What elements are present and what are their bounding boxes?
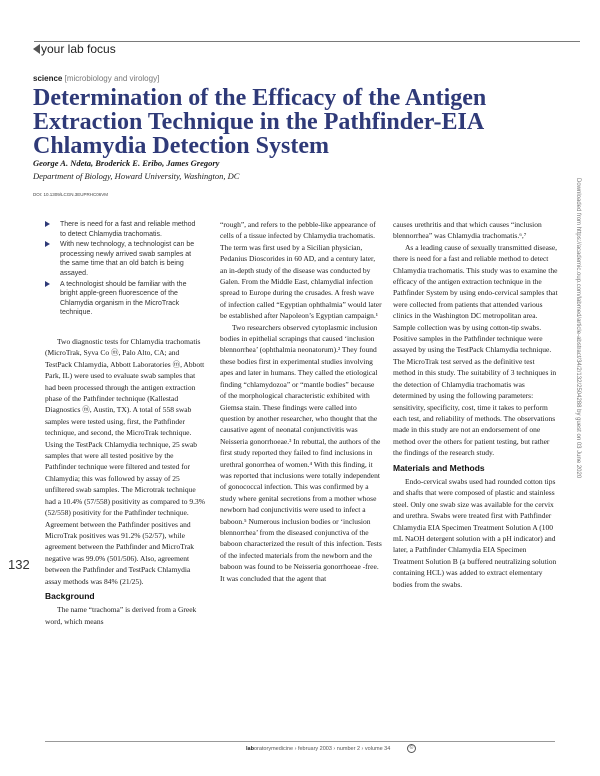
- affiliation: Department of Biology, Howard University, Washington, DC: [33, 171, 240, 181]
- copyright-icon: ©: [407, 744, 416, 753]
- methods-heading: Materials and Methods: [393, 462, 485, 473]
- key-point: A technologist should be familiar with the bright apple-green fluorescence of the Chlamydia organism in the MicroTrack technique.: [45, 280, 197, 318]
- section-label: [33, 74, 159, 83]
- body-paragraph: “rough”, and refers to the pebble-like appearance of cells of a tissue infected by Chlamydia trachomatis. The term was first used by a Sicilian physician, Pedanius Dioscorides in 60 AD, and a century later, an in-depth study of the disease was conducted by Galen. From the Middle East, chlamydial infection spread to Europe during the crusades. A fresh wave of infection called “Egyptian ophthalmia” would later be established after Napoleon’s Egyptian campaign.¹: [220, 220, 382, 321]
- bullet-triangle-icon: [45, 221, 50, 227]
- article-title: Determination of the Efficacy of the Antigen Extraction Technique in the Pathfinder-EIA Chlamydia Detection System: [33, 85, 487, 159]
- focus-label: your lab focus: [41, 42, 116, 56]
- doi: DOI: 10.1309/LCGN.3EUPRHC06VM: [33, 192, 109, 197]
- left-arrow-icon: [33, 44, 40, 54]
- background-paragraph: The name “trachoma” is derived from a Greek word, which means: [45, 605, 197, 626]
- authors: George A. Ndeta, Broderick E. Eribo, James Gregory: [33, 158, 220, 168]
- column-3: [393, 219, 558, 590]
- section-subcategory: [microbiology and virology]: [64, 74, 160, 83]
- header-rule: [34, 41, 580, 42]
- footer-brand: lab: [246, 746, 254, 752]
- bullet-triangle-icon: [45, 241, 50, 247]
- footer-rule: [45, 741, 555, 742]
- footer-text: [246, 746, 390, 752]
- bullet-triangle-icon: [45, 281, 50, 287]
- key-point: With new technology, a technologist can be processing newly arrived swab samples at the same time that an old batch is being assayed.: [45, 240, 197, 278]
- download-note: Downloaded from https://academic.oup.com/labmed/article-abstract/34/2/132/2504288 by guest on 03 June 2020: [575, 178, 581, 479]
- section-banner: [33, 42, 116, 56]
- section-name: science: [33, 74, 63, 83]
- body-paragraph: causes urethritis and that which causes “inclusion blennorrhea” was Chlamydia trachomatis.⁶,⁷: [393, 220, 542, 241]
- page-number: 132: [8, 557, 30, 572]
- column-1: [45, 336, 205, 627]
- footer-details: oratorymedicine › february 2003 › number 2 › volume 34: [253, 746, 391, 752]
- key-point: There is need for a fast and reliable method to detect Chlamydia trachomatis.: [45, 220, 197, 239]
- abstract-paragraph: Two diagnostic tests for Chlamydia trachomatis (MicroTrak, Syva Co ⓜ, Palo Alto, CA; and TestPack Chlamydia, Abbott Laboratories ⓜ, Abbott Park, IL) were used to evaluate swab samples that had been processed through the antigen extraction phase of the Pathfinder technique (Kallestad Diagnostics ⓜ, Austin, TX). A total of 558 swab samples were tested using, first, the Pathfinder technique, and second, the MicroTrak technique. Using the TestPack Chlamydia technique, 25 swab samples that were all tested positive by the Pathfinder technique were filtered and tested for Chlamydia; this was followed by assay of 25 unfiltered swab samples. The Microtrak technique had a 10.4% (57/558) positivity as compared to 9.3% (52/558) positivity for the Pathfinder technique. Agreement between the Pathfinder positives and MicroTrak positives was 91.2% (52/57), while agreement between the Pathfinder and MicroTrak negative was 99.0% (501/506). Also, agreement between the Pathfinder and TestPack Chlamydia assay methods was 84% (21/25).: [45, 337, 205, 586]
- background-heading: Background: [45, 590, 95, 601]
- body-paragraph: As a leading cause of sexually transmitted disease, there is need for a fast and reliable method to detect Chlamydia trachomatis. This study was to examine the efficacy of the antigen extraction technique in the Pathfinder System by using endo-cervical samples that were collected from patients that attended various clinics in the Washington DC metropolitan area. Sample collection was by using cotton-tip swabs. Positive samples in the Pathfinder technique were assayed by using the TestPack Chlamydia technique. The MicroTrak test served as the definitive test method in this study. The suitability of 3 techniques in the detection of Chlamydia trachomatis was determined by using the following parameters: sensitivity, specificity, cost, time it takes to perform each test, and reliability of methods. The observations made in this study are not an endorsement of one method over the others for patient testing, but rather the findings of the research study.: [393, 242, 558, 458]
- key-points-list: [45, 220, 197, 319]
- column-2: [220, 219, 382, 584]
- methods-paragraph: Endo-cervical swabs used had rounded cotton tips and shafts that were composed of plastic and stainless steel. Only one swab size was available for the cervix and urethra. Swabs were treated first with Pathfinder Chlamydia EIA Specimen Treatment Solution A (100 mL NaOH detergent solution with a pH indicator) and later, a Pathfinder Chlamydia EIA Specimen Treatment Solution B (a buffered neutralizing solution containing HCL) was added to extract elementary bodies from the swabs.: [393, 476, 557, 589]
- body-paragraph: Two researchers observed cytoplasmic inclusion bodies in epithelial scrapings that caused ‘inclusion blennorrhea’ (ophthalmia neonatorum).² They found these bodies first in experimental studies involving apes and later in humans. They called the etiological finding “chlamydozoa” or “mantle bodies” because of the morphological characteristic exhibited with Giemsa stain. These findings were called into question by another researcher, who thought that the causative agent of neonatal conjunctivitis was Neisseria gonorrhoeae.³ In rebuttal, the authors of the first study reported they failed to find inclusions in urethral gonorrhea of women.⁴ With this finding, it was reported that inclusions were totally independent of gonococcal infection. This was confirmed by a study where genital secretions from a mother whose newborn had conjunctivitis were used to infect a baboon.⁵ Numerous inclusion bodies or ‘inclusion blennorrhea’ from the diseased conjunctiva of the baboon characterized the result of this infection. Tests of the infected materials from the newborn and the baboon was found to be Neisseria gonorrhoeae -free. It was concluded that the agent that: [220, 322, 382, 583]
